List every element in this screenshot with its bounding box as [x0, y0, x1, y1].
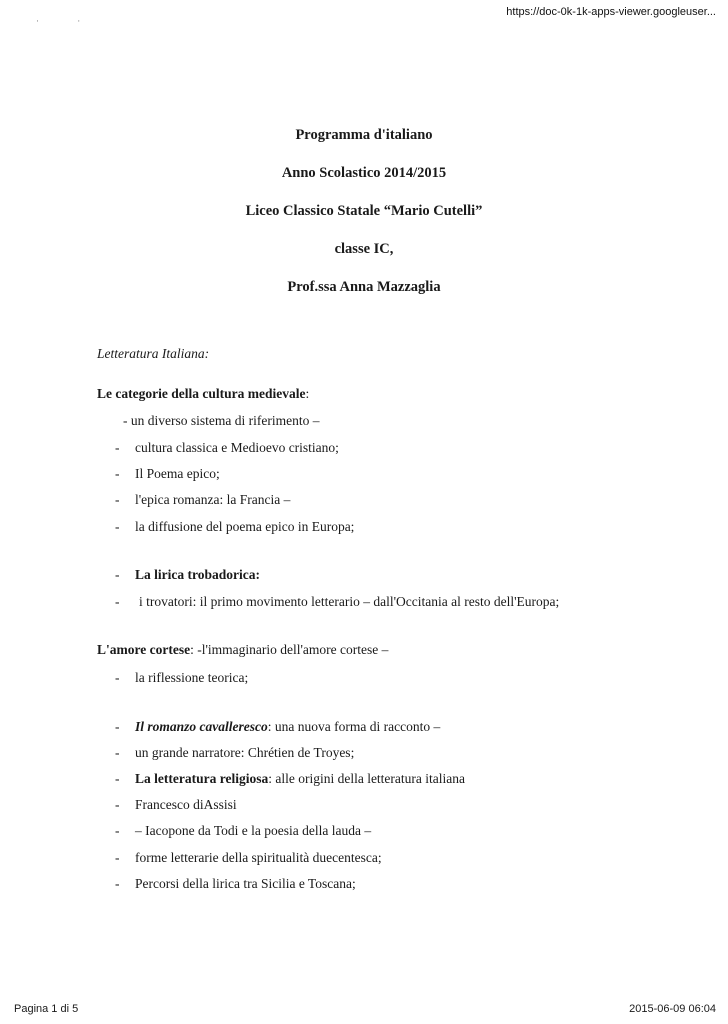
class-name: classe IC, — [334, 241, 394, 257]
list-item: - un grande narratore: Chrétien de Troyes; — [115, 745, 355, 760]
topic-rest: : — [305, 386, 310, 401]
list-item: - cultura classica e Medioevo cristiano; — [115, 440, 339, 455]
list-item: - – Iacopone da Todi e la poesia della lauda – — [115, 823, 372, 838]
list-item: - La lirica trobadorica: — [115, 567, 260, 582]
topic-rest: : -l'immaginario dell'amore cortese – — [190, 642, 389, 657]
list-item: - Francesco diAssisi — [115, 797, 237, 812]
list-item: - Percorsi della lirica tra Sicilia e Toscana; — [115, 876, 356, 891]
doc-title: Programma d'italiano — [295, 127, 433, 143]
school-name: Liceo Classico Statale “Mario Cutelli” — [245, 203, 483, 219]
list-item: - Il romanzo cavalleresco: una nuova forma di racconto – — [115, 719, 441, 734]
page-counter: Pagina 1 di 5 — [14, 1003, 79, 1015]
topic-bold: Le categorie della cultura medievale — [97, 386, 306, 401]
print-timestamp: 2015-06-09 06:04 — [629, 1003, 716, 1015]
subtopic: - un diverso sistema di riferimento – — [123, 413, 320, 428]
topic-heading-medieval — [97, 386, 309, 402]
teacher-name: Prof.ssa Anna Mazzaglia — [287, 279, 441, 295]
school-year: Anno Scolastico 2014/2015 — [281, 165, 447, 181]
list-item: - la riflessione teorica; — [115, 670, 249, 685]
list-item: - la diffusione del poema epico in Europa; — [115, 519, 355, 534]
list-item: - i trovatori: il primo movimento letterario – dall'Occitania al resto dell'Europa; — [115, 594, 560, 609]
url-text: https://doc-0k-1k-apps-viewer.googleuser... — [506, 6, 716, 18]
section-label: Letteratura Italiana: — [97, 346, 210, 361]
list-item: - l'epica romanza: la Francia – — [115, 492, 291, 507]
list-item: - forme letterarie della spiritualità duecentesca; — [115, 850, 382, 865]
list-item: - La letteratura religiosa: alle origini della letteratura italiana — [115, 771, 466, 786]
topic-heading-amore — [97, 642, 388, 658]
topic-bold: L'amore cortese — [97, 642, 191, 657]
scan-specks: · · — [36, 16, 99, 26]
list-item: - Il Poema epico; — [115, 466, 220, 481]
